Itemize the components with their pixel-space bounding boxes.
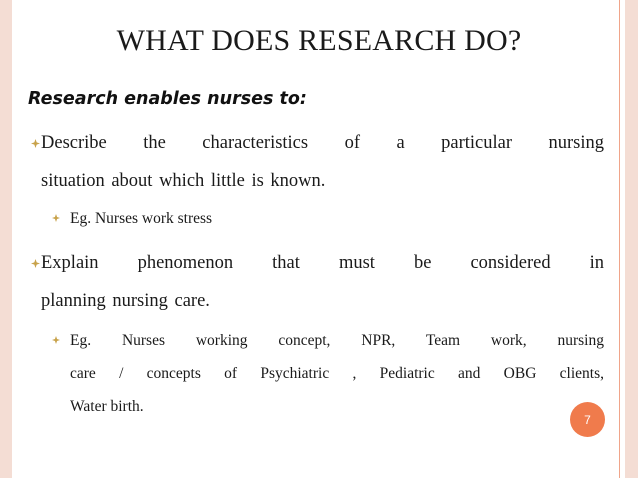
diamond-bullet-icon	[31, 139, 40, 148]
right-border	[625, 0, 638, 478]
right-accent-line	[619, 0, 620, 478]
diamond-bullet-icon	[31, 259, 40, 268]
sub-bullet-2-line-2: care / concepts of Psychiatric , Pediatric and OBG clients,	[70, 365, 604, 382]
slide-title: WHAT DOES RESEARCH DO?	[116, 24, 522, 57]
bullet-2-line-2: planning nursing care.	[41, 291, 210, 311]
left-border	[0, 0, 12, 478]
bullet-1-line-1: Describe the characteristics of a particular nursing	[41, 133, 604, 153]
bullet-2-line-1: Explain phenomenon that must be considered in	[41, 253, 604, 273]
slide-subtitle: Research enables nurses to:	[28, 89, 307, 109]
sub-bullet-2-line-3: Water birth.	[70, 398, 144, 415]
page-number: 7	[584, 412, 591, 427]
diamond-bullet-icon	[52, 336, 60, 344]
sub-bullet-1-line-1: Eg. Nurses work stress	[70, 210, 213, 227]
page-number-badge	[570, 402, 605, 437]
diamond-bullet-icon	[52, 214, 60, 222]
bullet-1-line-2: situation about which little is known.	[41, 171, 326, 191]
sub-bullet-2-line-1: Eg. Nurses working concept, NPR, Team work, nursing	[70, 332, 604, 349]
